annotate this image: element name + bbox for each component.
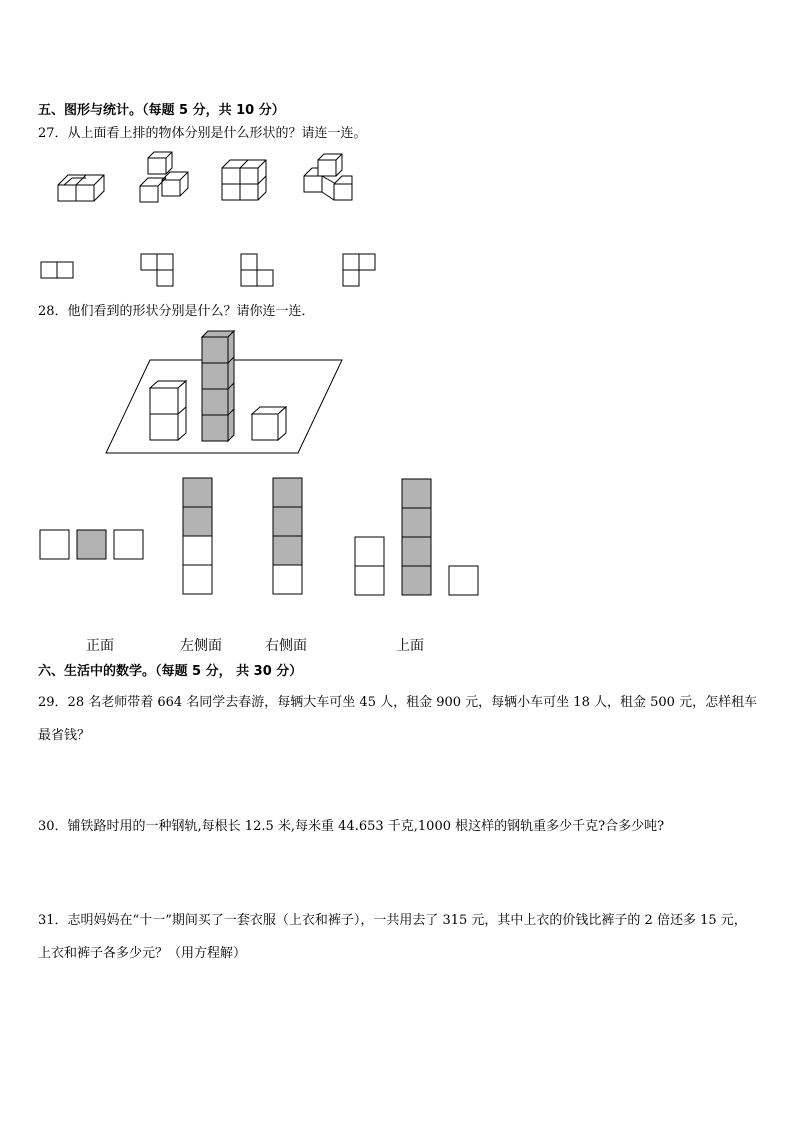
view-front — [40, 530, 143, 559]
stack-left — [150, 381, 186, 440]
stack-right — [252, 407, 286, 440]
question-28: 28．他们看到的形状分别是什么？请你连一连． — [38, 304, 315, 319]
label-front: 正面 — [86, 638, 114, 654]
stack-center — [202, 331, 234, 441]
section-5-title: 五、图形与统计。（每题 5 分，共 10 分） — [38, 103, 285, 118]
question-29: 29．28 名老师带着 664 名同学去春游，每辆大车可坐 45 人，租金 900 元，每辆小车可坐 18 人，租金 500 元，怎样租车最省钱？ — [38, 695, 758, 743]
label-left-side: 左侧面 — [180, 638, 222, 654]
view-top — [355, 479, 478, 595]
question-27: 27．从上面看上排的物体分别是什么形状的？请连一连。 — [38, 126, 367, 141]
label-right-side: 右侧面 — [265, 638, 307, 654]
view-right — [273, 478, 302, 594]
label-top: 上面 — [396, 638, 424, 654]
question-30: 30．铺铁路时用的一种钢轨,每根长 12.5 米,每米重 44.653 千克,1000 根这样的钢轨重多少千克?合多少吨? — [38, 819, 665, 834]
section-6-title: 六、生活中的数学。（每题 5 分， 共 30 分） — [38, 664, 303, 679]
view-left — [183, 478, 212, 594]
question-31: 31．志明妈妈在“十一”期间买了一套衣服（上衣和裤子），一共用去了 315 元，其中上衣的价钱比裤子的 2 倍还多 15 元，上衣和裤子各多少元？（用方程解） — [38, 913, 747, 961]
